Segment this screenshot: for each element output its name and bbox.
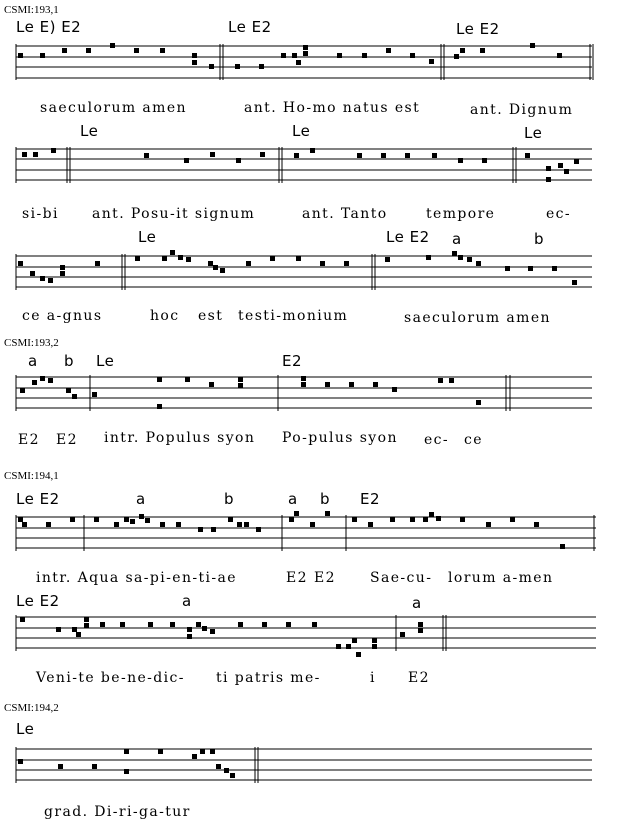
- neume-label: E2: [360, 490, 381, 508]
- neume-label: Le E2: [16, 592, 60, 610]
- neume-label: b: [320, 490, 331, 508]
- source-reference: CSMI:194,1: [4, 470, 59, 482]
- source-reference: CSMI:193,1: [4, 4, 59, 16]
- lyric-text: ec-: [546, 206, 572, 222]
- music-staff: [0, 614, 622, 662]
- lyric-text: testi-monium: [238, 308, 349, 324]
- lyric-text: Sae-cu-: [370, 570, 433, 586]
- neume-label: Le E2: [16, 490, 60, 508]
- neume-label: Le: [292, 122, 311, 140]
- lyric-text: hoc: [150, 308, 180, 324]
- neume-label: E2: [282, 352, 303, 370]
- neume-label: Le: [138, 228, 157, 246]
- neume-label: a: [412, 594, 422, 612]
- music-staff: [0, 145, 622, 195]
- neume-label: a: [288, 490, 298, 508]
- lyric-text: Po-pulus syon: [282, 430, 398, 446]
- lyric-text: ce: [464, 432, 483, 448]
- lyric-text: E2: [18, 432, 40, 448]
- lyric-text: lorum a-men: [448, 570, 554, 586]
- lyric-text: E2: [286, 570, 308, 586]
- music-staff: [0, 40, 622, 90]
- music-staff: [0, 253, 622, 298]
- lyric-text: intr. Populus syon: [104, 430, 256, 446]
- lyric-text: ti patris me-: [216, 670, 321, 686]
- lyric-text: ant. Tanto: [302, 206, 388, 222]
- lyric-text: E2: [56, 432, 78, 448]
- neume-label: a: [452, 230, 462, 248]
- neume-label: Le E2: [386, 228, 430, 246]
- neume-label: Le E) E2: [16, 18, 82, 36]
- neume-label: b: [64, 352, 75, 370]
- lyric-text: tempore: [426, 206, 496, 222]
- neume-label: b: [534, 230, 545, 248]
- lyric-text: ec-: [424, 432, 450, 448]
- lyric-text: Veni-te be-ne-dic-: [36, 670, 185, 686]
- lyric-text: E2: [408, 670, 430, 686]
- lyric-text: ce a-gnus: [22, 308, 103, 324]
- neume-label: b: [224, 490, 235, 508]
- music-staff: [0, 746, 622, 788]
- source-reference: CSMI:194,2: [4, 702, 59, 714]
- neume-label: Le: [16, 720, 35, 738]
- lyric-text: saeculorum amen: [40, 100, 187, 116]
- neume-label: Le: [80, 122, 99, 140]
- lyric-text: ant. Dignum: [470, 102, 574, 118]
- lyric-text: est: [198, 308, 224, 324]
- lyric-text: si-bi: [22, 206, 59, 222]
- music-staff: [0, 374, 622, 419]
- lyric-text: i: [370, 670, 376, 686]
- source-reference: CSMI:193,2: [4, 337, 59, 349]
- neume-label: Le: [524, 124, 543, 142]
- neume-label: a: [28, 352, 38, 370]
- neume-label: a: [136, 490, 146, 508]
- lyric-text: saeculorum amen: [404, 310, 551, 326]
- lyric-text: ant. Ho-mo natus est: [244, 100, 421, 116]
- lyric-text: intr. Aqua sa-pi-en-ti-ae: [36, 570, 237, 586]
- lyric-text: ant. Posu-it signum: [92, 206, 256, 222]
- lyric-text: E2: [314, 570, 336, 586]
- music-staff: [0, 514, 622, 559]
- neume-label: a: [182, 592, 192, 610]
- neume-label: Le E2: [456, 20, 500, 38]
- neume-label: Le: [96, 352, 115, 370]
- lyric-text: grad. Di-ri-ga-tur: [44, 804, 191, 820]
- neume-label: Le E2: [228, 18, 272, 36]
